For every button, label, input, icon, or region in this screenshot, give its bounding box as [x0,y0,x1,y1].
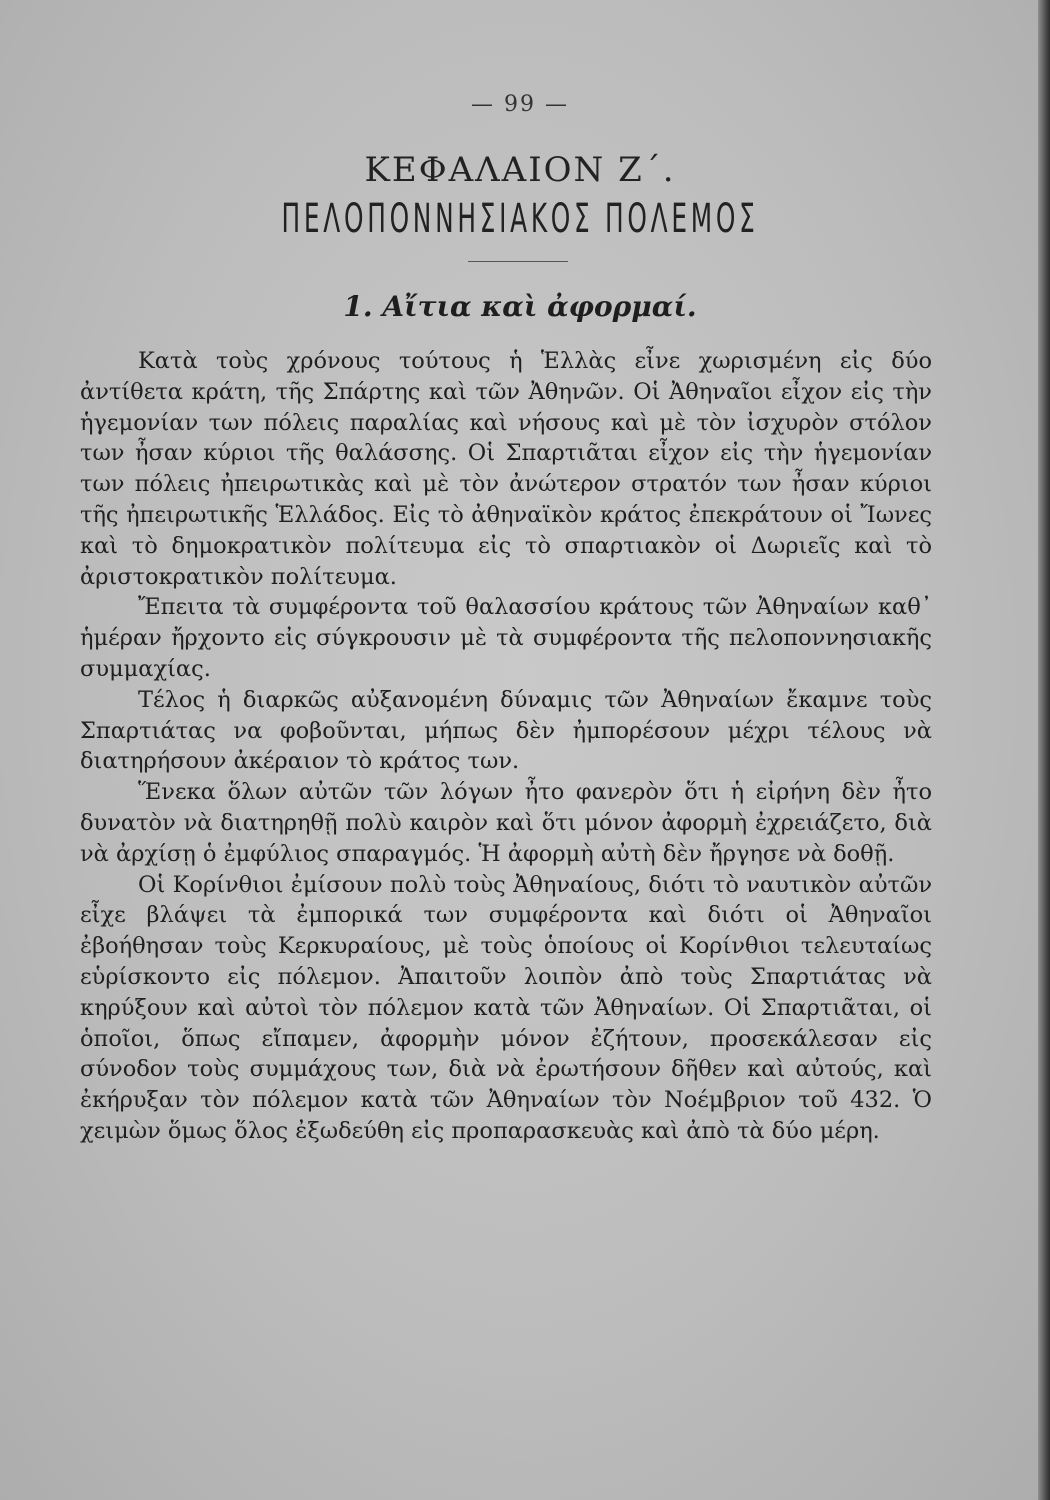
section-heading: 1. Αἴτια καὶ ἀφορμαί. [343,290,697,323]
paragraph-1: Κατὰ τοὺς χρόνους τούτους ἡ Ἑλλὰς εἶνε χωρισμένη εἰς δύο ἀντίθετα κράτη, τῆς Σπάρτης καὶ τῶν Ἀθηνῶν. Οἱ Ἀθηναῖοι εἶχον εἰς τὴν ἡγεμονίαν των πόλεις παραλίας καὶ νήσους καὶ μὲ τὸν ἰσχυρὸν στόλον των ἦσαν κύριοι τῆς θαλάσσης. Οἱ Σπαρτιᾶται εἶχον εἰς τὴν ἡγεμονίαν των πόλεις ἠπειρωτικὰς καὶ μὲ τὸν ἀνώτερον στρατόν των ἦσαν κύριοι τῆς ἠπειρωτικῆς Ἑλλάδος. Εἰς τὸ ἀθηναϊκὸν κράτος ἐπεκράτουν οἱ Ἴωνες καὶ τὸ δημοκρατικὸν πολίτευμα εἰς τὸ σπαρτιακὸν οἱ Δωριεῖς καὶ τὸ ἀριστοκρατικὸν πολίτευμα. [80,348,932,590]
page-edge-shadow [1038,0,1050,1500]
paragraph-3: Τέλος ἡ διαρκῶς αὐξανομένη δύναμις τῶν Ἀθηναίων ἔκαμνε τοὺς Σπαρτιάτας να φοβοῦνται, μήπως δὲν ἠμπορέσουν μέχρι τέλους νὰ διατηρήσουν ἀκέραιον τὸ κράτος των. [80,686,932,775]
page-number: — 99 — [471,92,569,117]
paragraph-4: Ἕνεκα ὅλων αὐτῶν τῶν λόγων ἦτο φανερὸν ὅτι ἡ εἰρήνη δὲν ἦτο δυνατὸν νὰ διατηρηθῇ πολὺ καιρὸν καὶ ὅτι μόνον ἀφορμὴ ἐχρειάζετο, διὰ νὰ ἀρχίσῃ ὁ ἐμφύλιος σπαραγμός. Ἡ ἀφορμὴ αὐτὴ δὲν ἤργησε νὰ δοθῇ. [80,779,932,867]
title-divider [468,261,568,262]
paragraph-5: Οἱ Κορίνθιοι ἐμίσουν πολὺ τοὺς Ἀθηναίους, διότι τὸ ναυτικὸν αὐτῶν εἶχε βλάψει τὰ ἐμπορικά των συμφέροντα καὶ διότι οἱ Ἀθηναῖοι ἐβοήθησαν τοὺς Κερκυραίους, μὲ τοὺς ὁποίους οἱ Κορίνθιοι τελευταίως εὑρίσκοντο εἰς πόλεμον. Ἀπαιτοῦν λοιπὸν ἀπὸ τοὺς Σπαρτιάτας νὰ κηρύξουν καὶ αὐτοὶ τὸν πόλεμον κατὰ τῶν Ἀθηναίων. Οἱ Σπαρτιᾶται, οἱ ὁποῖοι, ὅπως εἴπαμεν, ἀφορμὴν μόνον ἐζήτουν, προσεκάλεσαν εἰς σύνοδον τοὺς συμμάχους των, διὰ νὰ ἐρωτήσουν δῆθεν καὶ αὐτούς, καὶ ἐκήρυξαν τὸν πόλεμον κατὰ τῶν Ἀθηναίων τὸν Νοέμβριον τοῦ 432. Ὁ χειμὼν ὅμως ὅλος ἐξωδεύθη εἰς προπαρασκευὰς καὶ ἀπὸ τὰ δύο μέρη. [80,871,932,1144]
chapter-title: ΚΕΦΑΛΑΙΟΝ Ζ΄. [364,150,676,190]
paragraph-2: Ἔπειτα τὰ συμφέροντα τοῦ θαλασσίου κράτους τῶν Ἀθηναίων καθ᾽ ἡμέραν ἤρχοντο εἰς σύγκρουσιν μὲ τὰ συμφέροντα τῆς πελοποννησιακῆς συμμαχίας. [80,594,932,682]
body-text [80,346,932,1147]
chapter-subtitle: ΠΕΛΟΠΟΝΝΗΣΙΑΚΟΣ ΠΟΛΕΜΟΣ [281,196,759,242]
